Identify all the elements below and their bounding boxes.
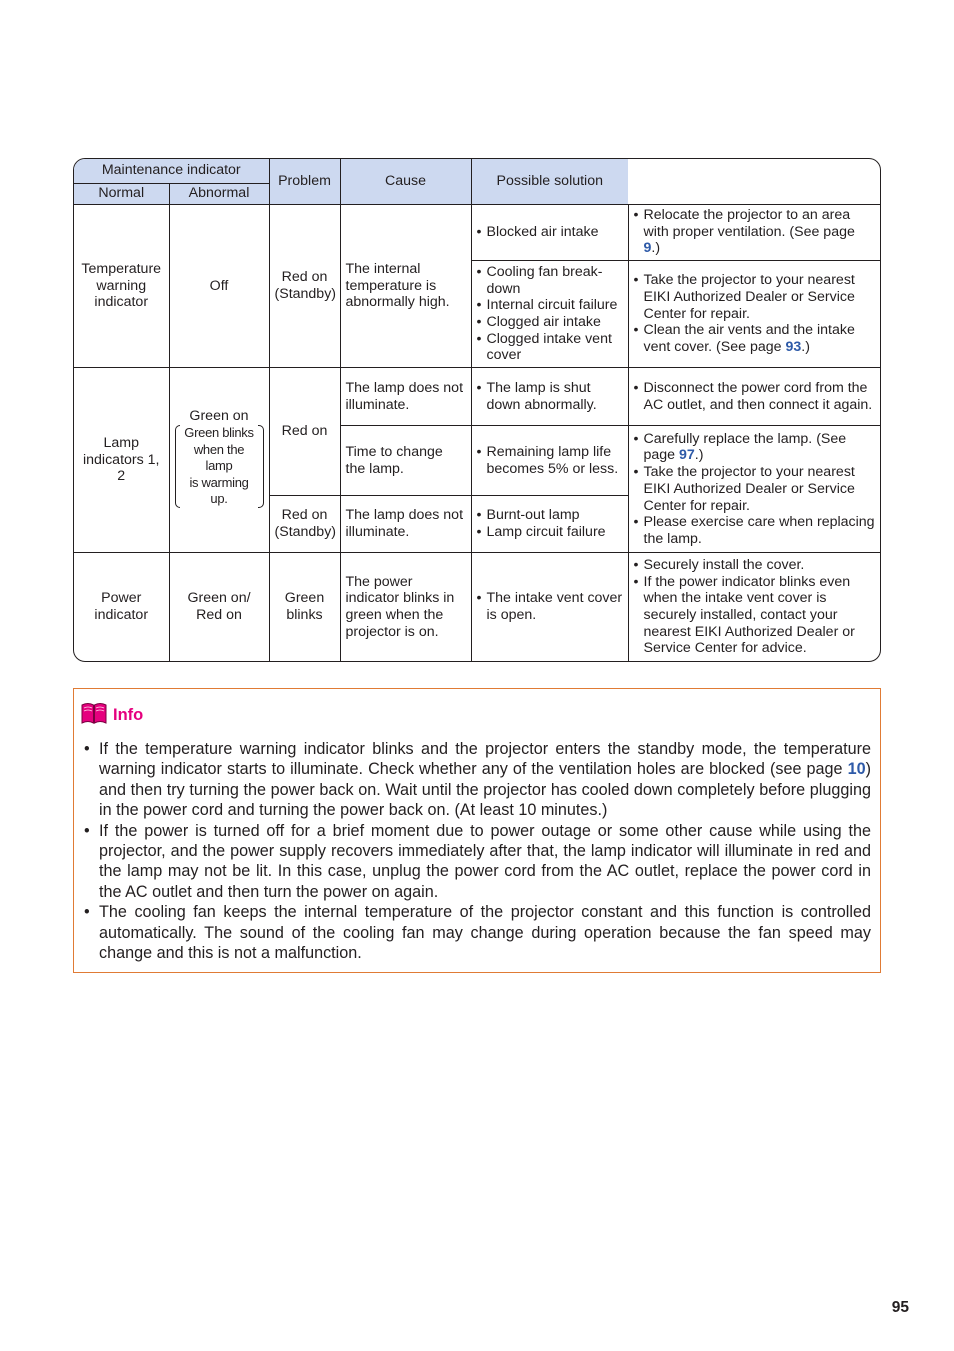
temperature-normal: Off	[169, 204, 269, 368]
lamp-normal-note: Green blinks when the lamp is warming up.	[175, 425, 264, 508]
lamp-cause-3	[471, 495, 628, 552]
page-link[interactable]: 10	[847, 760, 866, 779]
lamp-normal	[169, 368, 269, 553]
header-normal: Normal	[74, 183, 169, 204]
page-link[interactable]: 97	[679, 447, 695, 464]
lamp-abnormal-2: Red on (Standby)	[269, 495, 340, 552]
info-title: Info	[113, 705, 144, 724]
paren-right	[258, 425, 264, 508]
power-indicator-label: Power indicator	[74, 553, 169, 662]
list-item: • The lamp is shut down abnormally.	[477, 380, 623, 413]
header-possible-solution: Possible solution	[471, 159, 628, 204]
list-item: • Take the projector to your nearest EIKI Authorized Dealer or Service Center for repair.	[634, 272, 876, 322]
lamp-cause-2	[471, 426, 628, 495]
list-item: • Take the projector to your nearest EIKI Authorized Dealer or Service Center for repair.	[634, 464, 876, 514]
book-icon	[81, 702, 107, 729]
list-item: • Please exercise care when replacing the lamp.	[634, 514, 876, 547]
lamp-problem-3: The lamp does not illuminate.	[340, 495, 471, 552]
list-item: • The cooling fan keeps the internal temperature of the projector constant and this function is controlled automatically. The sound of the cooling fan may change during operation because the fan speed may change and this is not a malfunction.	[84, 902, 871, 963]
list-item: • Securely install the cover.	[634, 557, 876, 574]
table-row	[74, 553, 880, 662]
info-box	[73, 688, 881, 973]
table-row	[74, 368, 880, 426]
temperature-cause-2	[471, 260, 628, 367]
power-solution	[628, 553, 880, 662]
lamp-abnormal-1: Red on	[269, 368, 340, 496]
list-item: • Disconnect the power cord from the AC outlet, and then connect it again.	[634, 380, 876, 413]
list-item: • Blocked air intake	[477, 224, 623, 241]
list-item: • Cooling fan break-down	[477, 264, 623, 297]
info-heading	[81, 704, 143, 726]
temperature-cause-1	[471, 204, 628, 260]
header-problem: Problem	[269, 159, 340, 204]
temperature-solution-1	[628, 204, 880, 260]
temperature-problem: The internal temperature is abnormally high.	[340, 204, 471, 368]
list-item: • Lamp circuit failure	[477, 524, 623, 541]
list-item: • Remaining lamp life becomes 5% or less.	[477, 444, 623, 477]
page-number: 95	[891, 1299, 909, 1316]
temperature-indicator-label: Temperature warning indicator	[74, 204, 169, 368]
list-item: • Internal circuit failure	[477, 297, 623, 314]
list-item: • Carefully replace the lamp. (See page 97.)	[634, 431, 876, 464]
header-maintenance-indicator: Maintenance indicator	[74, 159, 269, 183]
lamp-cause-1	[471, 368, 628, 426]
lamp-indicator-label: Lamp indicators 1, 2	[74, 368, 169, 553]
list-item: • If the temperature warning indicator blinks and the projector enters the standby mode, the temperature warning indicator starts to illuminate. Check whether any of the ventilation holes are blocked (see page 10) and then try turning the power back on. Wait until the projector has cooled down completely before plugging in the power cord and turning the power back on. (At least 10 minutes.)	[84, 739, 871, 821]
info-list	[84, 739, 871, 963]
temperature-solution-2	[628, 260, 880, 367]
list-item: • Clogged intake vent cover	[477, 331, 623, 364]
header-abnormal: Abnormal	[169, 183, 269, 204]
list-item: • Clean the air vents and the intake vent cover. (See page 93.)	[634, 322, 876, 355]
list-item: • If the power is turned off for a brief moment due to power outage or some other cause while using the projector, and the power supply recovers immediately after that, the lamp indicator will illuminate in red and the lamp may not be lit. In this case, unplug the power cord from the AC outlet, replace the power cord in the AC outlet and then turn the power on again.	[84, 821, 871, 903]
list-item: • Relocate the projector to an area with proper ventilation. (See page 9.)	[634, 207, 876, 257]
list-item: • Clogged air intake	[477, 314, 623, 331]
lamp-solution-2	[628, 426, 880, 553]
power-abnormal: Green blinks	[269, 553, 340, 662]
list-item: • The intake vent cover is open.	[477, 590, 623, 623]
power-problem: The power indicator blinks in green when the projector is on.	[340, 553, 471, 662]
troubleshooting-table	[73, 158, 881, 662]
lamp-normal-state: Green on	[189, 407, 249, 424]
power-normal: Green on/ Red on	[169, 553, 269, 662]
lamp-problem-2: Time to change the lamp.	[340, 426, 471, 495]
temperature-abnormal: Red on (Standby)	[269, 204, 340, 368]
power-cause	[471, 553, 628, 662]
list-item: • If the power indicator blinks even when the intake vent cover is securely installed, contact your nearest EIKI Authorized Dealer or Service Center for advice.	[634, 574, 876, 658]
table-row	[74, 204, 880, 260]
lamp-solution-1	[628, 368, 880, 426]
page-link[interactable]: 9	[643, 240, 652, 257]
indicator-table	[74, 159, 880, 661]
lamp-problem-1: The lamp does not illuminate.	[340, 368, 471, 426]
page-link[interactable]: 93	[785, 339, 802, 356]
list-item: • Burnt-out lamp	[477, 507, 623, 524]
header-cause: Cause	[340, 159, 471, 204]
